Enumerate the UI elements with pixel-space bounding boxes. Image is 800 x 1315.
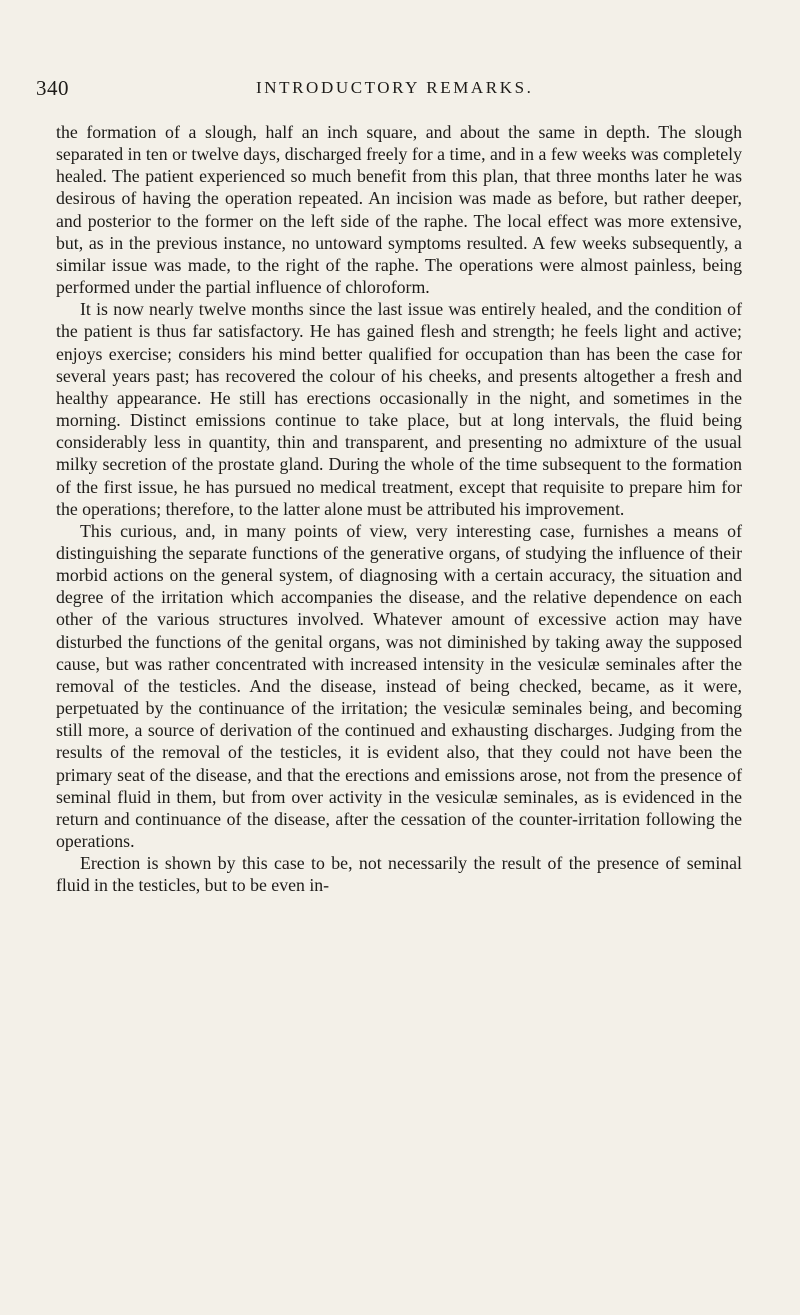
paragraph: It is now nearly twelve months since the last issue was entirely healed, and the condition of the patient is thus far satisfactory. He has gained flesh and strength; he feels light and active; enjoys exercise; considers his mind better qualified for occupation than has been the case for several years past; has recovered the colour of his cheeks, and presents altogether a fresh and healthy appearance. He still has erections occasionally in the night, and sometimes in the morning. Distinct emissions continue to take place, but at long intervals, the fluid being considerably less in quantity, thin and transparent, and presenting no admixture of the usual milky secretion of the prostate gland. During the whole of the time subsequent to the formation of the first issue, he has pursued no medical treatment, except that requisite to prepare him for the operations; therefore, to the latter alone must be attributed his improvement. (56, 299, 742, 519)
running-title: INTRODUCTORY REMARKS. (256, 78, 534, 97)
body-text (56, 121, 742, 896)
page-number: 340 (36, 76, 69, 100)
paragraph: This curious, and, in many points of view, very interesting case, furnishes a means of distinguishing the separate functions of the generative organs, of studying the influence of their morbid actions on the general system, of diagnosing with a certain accuracy, the situation and degree of the irritation which accompanies the disease, and the relative dependence on each other of the various structures involved. Whatever amount of excessive action may have disturbed the functions of the genital organs, was not diminished by taking away the supposed cause, but was rather concentrated with increased intensity in the vesiculæ seminales after the removal of the testicles. And the disease, instead of being checked, became, as it were, perpetuated by the continuance of the irritation; the vesiculæ seminales being, and becoming still more, a source of derivation of the continued and exhausting discharges. Judging from the results of the removal of the testicles, it is evident also, that they could not have been the primary seat of the disease, and that the erections and emissions arose, not from the presence of seminal fluid in them, but from over activity in the vesiculæ seminales, as is evidenced in the return and continuance of the disease, after the cessation of the counter-irritation following the operations. (56, 520, 742, 851)
paragraph: Erection is shown by this case to be, not necessarily the result of the presence of seminal fluid in the testicles, but to be even in- (56, 853, 742, 896)
paragraph-continued: the formation of a slough, half an inch square, and about the same in depth. The slough separated in ten or twelve days, discharged freely for a time, and in a few weeks was completely healed. The patient experienced so much benefit from this plan, that three months later he was desirous of having the operation repeated. An incision was made as before, but rather deeper, and posterior to the former on the left side of the raphe. The local effect was more extensive, but, as in the previous instance, no untoward symptoms resulted. A few weeks subsequently, a similar issue was made, to the right of the raphe. The operations were almost painless, being performed under the partial influence of chloroform. (56, 122, 742, 298)
running-head (36, 76, 756, 106)
